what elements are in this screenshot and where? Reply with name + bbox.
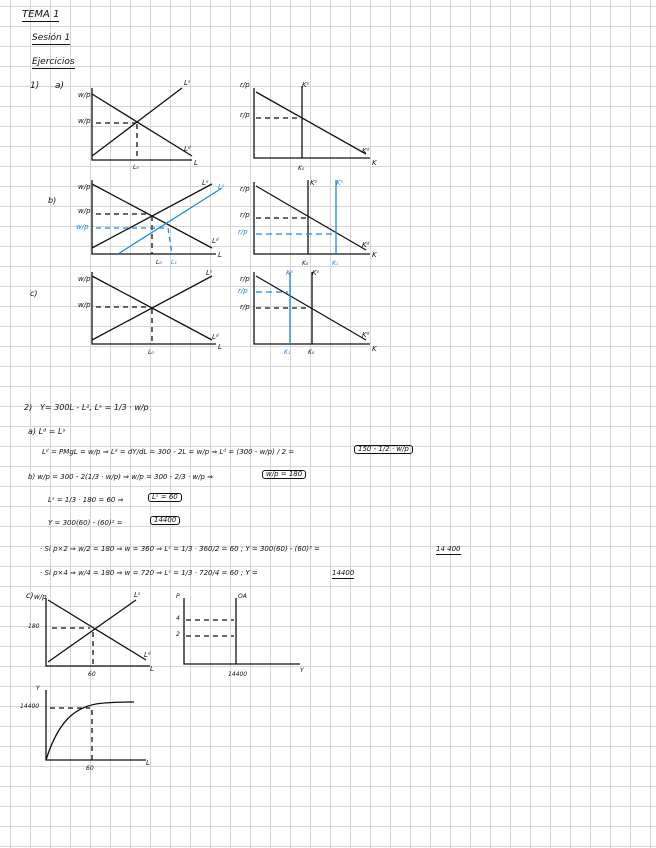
c-cap-supply: Kˢ xyxy=(312,269,320,277)
c-rent0: r/p xyxy=(240,303,250,311)
b-cap-demand: Kᵈ xyxy=(362,241,370,249)
ex2-c-oa-label: OA xyxy=(238,593,247,600)
b-k1: K₁ xyxy=(332,260,339,267)
ex1-part-b: b) xyxy=(48,196,57,205)
ex2-c-y-value: 14400 xyxy=(228,671,248,678)
c-cap-axis-x: K xyxy=(372,345,377,353)
b-axis-x: L xyxy=(218,251,222,259)
ex2-c-l: 60 xyxy=(88,671,96,678)
c-demand: Lᵈ xyxy=(212,333,219,341)
b-rent0: r/p xyxy=(240,211,250,219)
ex2-case2: · Si p×4 ⇒ w/4 = 180 ⇒ w = 720 ⇒ Lˢ = 1/3 · 720/4 = 60 ; Y = xyxy=(40,569,258,577)
c-cap-demand: Kᵈ xyxy=(362,331,370,339)
ex2-case1-result: 14 400 xyxy=(436,545,461,553)
b-rent1: r/p xyxy=(238,228,248,236)
ex2-prod-l: 60 xyxy=(86,765,94,772)
c-cap-axis-y: r/p xyxy=(240,275,250,283)
c-wage0: w/p xyxy=(78,301,91,309)
ex2-c-wage: 180 xyxy=(28,623,40,630)
ex2-oa-graph xyxy=(184,598,300,664)
ex2-b-step1: b) w/p = 300 - 2(1/3 · w/p) ⇒ w/p = 300 - 2/3 · w/p ⇒ xyxy=(28,473,214,481)
ex2-part-a: a) Lᵈ = Lˢ xyxy=(28,427,66,436)
b-k0: K₀ xyxy=(302,260,309,267)
ex2-prod-axis-y: Y xyxy=(36,685,40,692)
ex2-prod-value: 14400 xyxy=(20,703,40,710)
sesion-subtitle: Sesión 1 xyxy=(32,33,71,43)
b-wage1: w/p xyxy=(76,223,89,231)
a-axis-y: w/p xyxy=(78,91,91,99)
b-cap-axis-x: K xyxy=(372,251,377,259)
b-l0: L₀ xyxy=(156,259,162,266)
c-rent1: r/p xyxy=(238,287,248,295)
ex2-b-step2: Lˢ = 1/3 · 180 = 60 ⇒ xyxy=(48,496,124,504)
b-l1: L₁ xyxy=(171,259,177,266)
ex2-b-step3: Y = 300(60) - (60)² = xyxy=(48,519,123,527)
ex2-part-c: c) xyxy=(26,591,34,600)
ex2-b-result3: 14400 xyxy=(150,516,180,525)
a-cap-supply: Kˢ xyxy=(302,81,310,89)
a-wage0: w/p xyxy=(78,117,91,125)
ex2-b-result1: w/p = 180 xyxy=(262,470,306,479)
a-axis-x: L xyxy=(194,159,198,167)
c-axis-y: w/p xyxy=(78,275,91,283)
ex2-givens: Y= 300L - L², Lˢ = 1/3 · w/p xyxy=(40,403,149,412)
b-demand: Lᵈ xyxy=(212,237,219,245)
a-cap-axis-x: K xyxy=(372,159,377,167)
c-l0: L₀ xyxy=(148,349,154,356)
b-cap-supply: Kˢ xyxy=(310,179,318,187)
a-supply: Lˢ xyxy=(184,79,191,87)
c-axis-x: L xyxy=(218,343,222,351)
c-k0: K₀ xyxy=(308,349,315,356)
ex2-c-supply: Lˢ xyxy=(134,591,141,599)
c-k1: K₁ xyxy=(284,349,291,356)
ex2-labour-graph xyxy=(46,598,150,666)
c-cap-supply-new: Kˢ xyxy=(286,269,294,277)
ex2-c-p4: 4 xyxy=(176,615,180,622)
ex2-prod-axis-x: L xyxy=(146,759,150,767)
c-supply: Lˢ xyxy=(206,269,213,277)
ex2-c-axis-x: L xyxy=(150,665,154,673)
b-cap-axis-y: r/p xyxy=(240,185,250,193)
ex2-production-graph xyxy=(46,690,146,760)
ex2-a-derivation: Lᵈ = PMgL = w/p ⇒ Lᵈ = dY/dL = 300 - 2L = w/p ⇒ Lᵈ = (300 - w/p) / 2 = xyxy=(42,448,295,456)
ex2-case1: · Si p×2 ⇒ w/2 = 180 ⇒ w = 360 ⇒ Lˢ = 1/3 · 360/2 = 60 ; Y = 300(60) - (60)² = xyxy=(40,545,320,553)
ex2-c-y-axis: Y xyxy=(300,667,304,674)
ex2-number: 2) xyxy=(24,403,33,412)
a-demand: Lᵈ xyxy=(184,145,191,153)
b-wage0: w/p xyxy=(78,207,91,215)
tema-title: TEMA 1 xyxy=(22,9,60,20)
a-k0: K₀ xyxy=(298,165,305,172)
a-cap-demand: Kᵈ xyxy=(362,147,370,155)
ex2-c-p2: 2 xyxy=(176,631,180,638)
ex2-c-p-label: P xyxy=(176,593,180,600)
ex2-c-axis-y: w/p xyxy=(34,593,47,601)
ex1-part-a: a) xyxy=(55,81,65,91)
ex2-a-result: 150 - 1/2 · w/p xyxy=(354,445,413,454)
ex1-part-c: c) xyxy=(30,289,38,298)
a-l0: L₀ xyxy=(133,164,139,171)
ex1-number: 1) xyxy=(30,81,40,91)
a-cap-axis-y: r/p xyxy=(240,81,250,89)
a-rent0: r/p xyxy=(240,111,250,119)
ejercicios-heading: Ejercicios xyxy=(32,57,75,67)
b-supply-new: Lˢ xyxy=(218,183,225,191)
ex2-case2-result: 14400 xyxy=(332,569,355,577)
b-cap-supply-new: Kˢ xyxy=(336,179,344,187)
ex2-b-result2: Lˢ = 60 xyxy=(148,493,182,502)
b-supply: Lˢ xyxy=(202,179,209,187)
b-axis-y: w/p xyxy=(78,183,91,191)
ex2-c-demand: Lᵈ xyxy=(144,651,151,659)
